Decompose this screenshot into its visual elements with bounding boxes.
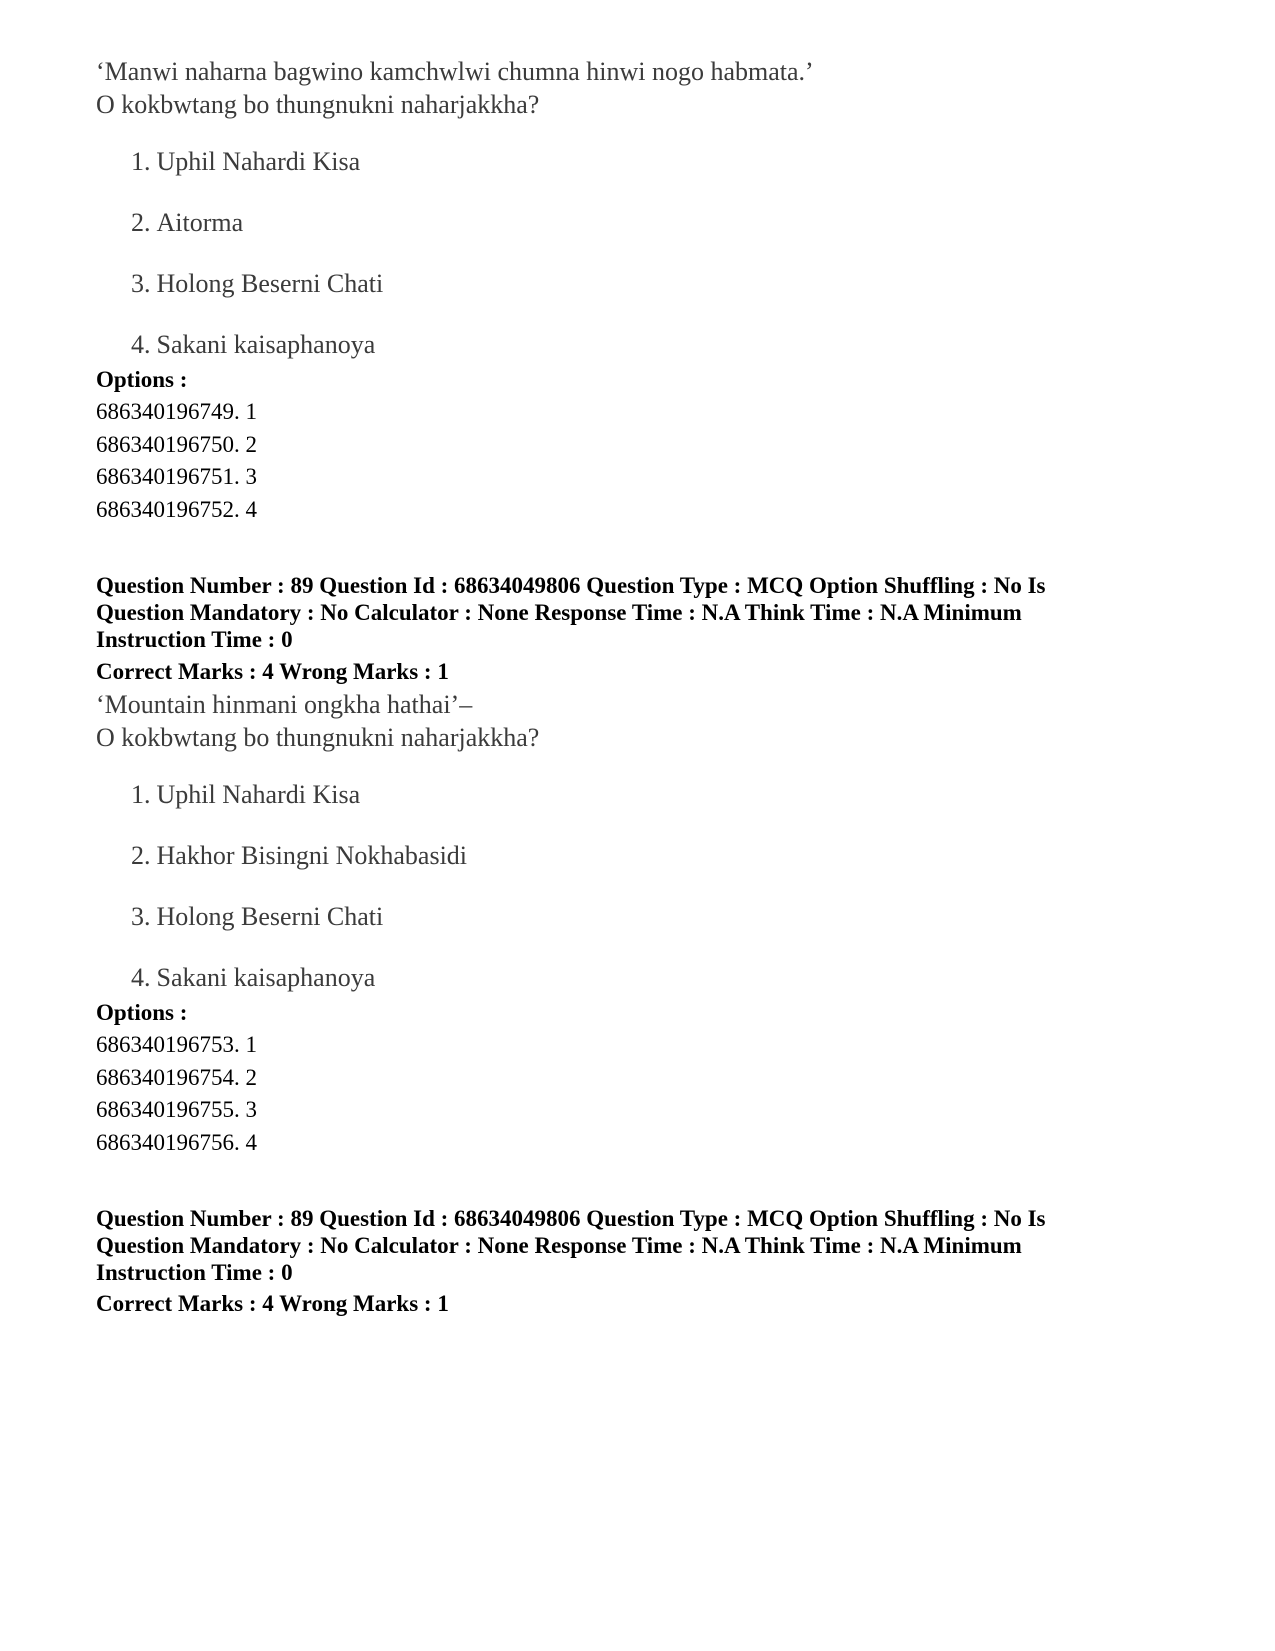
choice-number: 1.	[131, 147, 151, 176]
choice-text: Uphil Nahardi Kisa	[156, 147, 361, 176]
choice-number: 3.	[131, 269, 151, 298]
choice-number: 1.	[131, 780, 151, 809]
option-id-line: 686340196754. 2	[96, 1065, 257, 1090]
option-id-line: 686340196751. 3	[96, 464, 257, 489]
meta-line: Question Number : 89 Question Id : 68634049806 Question Type : MCQ Option Shuffling : No Is	[96, 573, 1046, 598]
options-label: Options :	[96, 367, 188, 392]
option-id-line: 686340196756. 4	[96, 1130, 257, 1155]
option-id-line: 686340196755. 3	[96, 1097, 257, 1122]
meta-line: Instruction Time : 0	[96, 627, 293, 652]
stem-line: ‘Mountain hinmani ongkha hathai’–	[96, 690, 473, 719]
choice-text: Hakhor Bisingni Nokhabasidi	[156, 841, 468, 870]
marks-line: Correct Marks : 4 Wrong Marks : 1	[96, 1291, 449, 1316]
choice-item	[131, 147, 360, 177]
choice-text: Uphil Nahardi Kisa	[156, 780, 361, 809]
meta-line: Instruction Time : 0	[96, 1260, 293, 1285]
stem-line: O kokbwtang bo thungnukni naharjakkha?	[96, 723, 540, 752]
choice-text: Aitorma	[156, 208, 244, 237]
meta-line: Question Mandatory : No Calculator : None Response Time : N.A Think Time : N.A Minimum	[96, 1233, 1022, 1258]
choice-text: Sakani kaisaphanoya	[156, 963, 376, 992]
choice-text: Holong Beserni Chati	[156, 269, 384, 298]
question-stem	[96, 55, 1196, 121]
choice-item	[131, 780, 360, 810]
choice-number: 2.	[131, 208, 151, 237]
choice-item	[131, 269, 383, 299]
question-stem	[96, 688, 1196, 754]
question-meta	[96, 572, 1186, 653]
option-id-line: 686340196752. 4	[96, 497, 257, 522]
stem-line: ‘Manwi naharna bagwino kamchwlwi chumna hinwi nogo habmata.’	[96, 57, 814, 86]
stem-line: O kokbwtang bo thungnukni naharjakkha?	[96, 90, 540, 119]
choice-item	[131, 902, 383, 932]
marks-line: Correct Marks : 4 Wrong Marks : 1	[96, 659, 449, 684]
choice-item	[131, 330, 375, 360]
option-id-line: 686340196753. 1	[96, 1032, 257, 1057]
option-id-line: 686340196749. 1	[96, 399, 257, 424]
choice-text: Holong Beserni Chati	[156, 902, 384, 931]
choice-number: 4.	[131, 330, 151, 359]
choice-item	[131, 963, 375, 993]
choice-number: 2.	[131, 841, 151, 870]
options-label: Options :	[96, 1000, 188, 1025]
choice-number: 3.	[131, 902, 151, 931]
question-meta	[96, 1205, 1186, 1286]
choice-number: 4.	[131, 963, 151, 992]
choice-item	[131, 841, 467, 871]
meta-line: Question Mandatory : No Calculator : None Response Time : N.A Think Time : N.A Minimum	[96, 600, 1022, 625]
choice-text: Sakani kaisaphanoya	[156, 330, 376, 359]
meta-line: Question Number : 89 Question Id : 68634049806 Question Type : MCQ Option Shuffling : No Is	[96, 1206, 1046, 1231]
choice-item	[131, 208, 243, 238]
option-id-line: 686340196750. 2	[96, 432, 257, 457]
